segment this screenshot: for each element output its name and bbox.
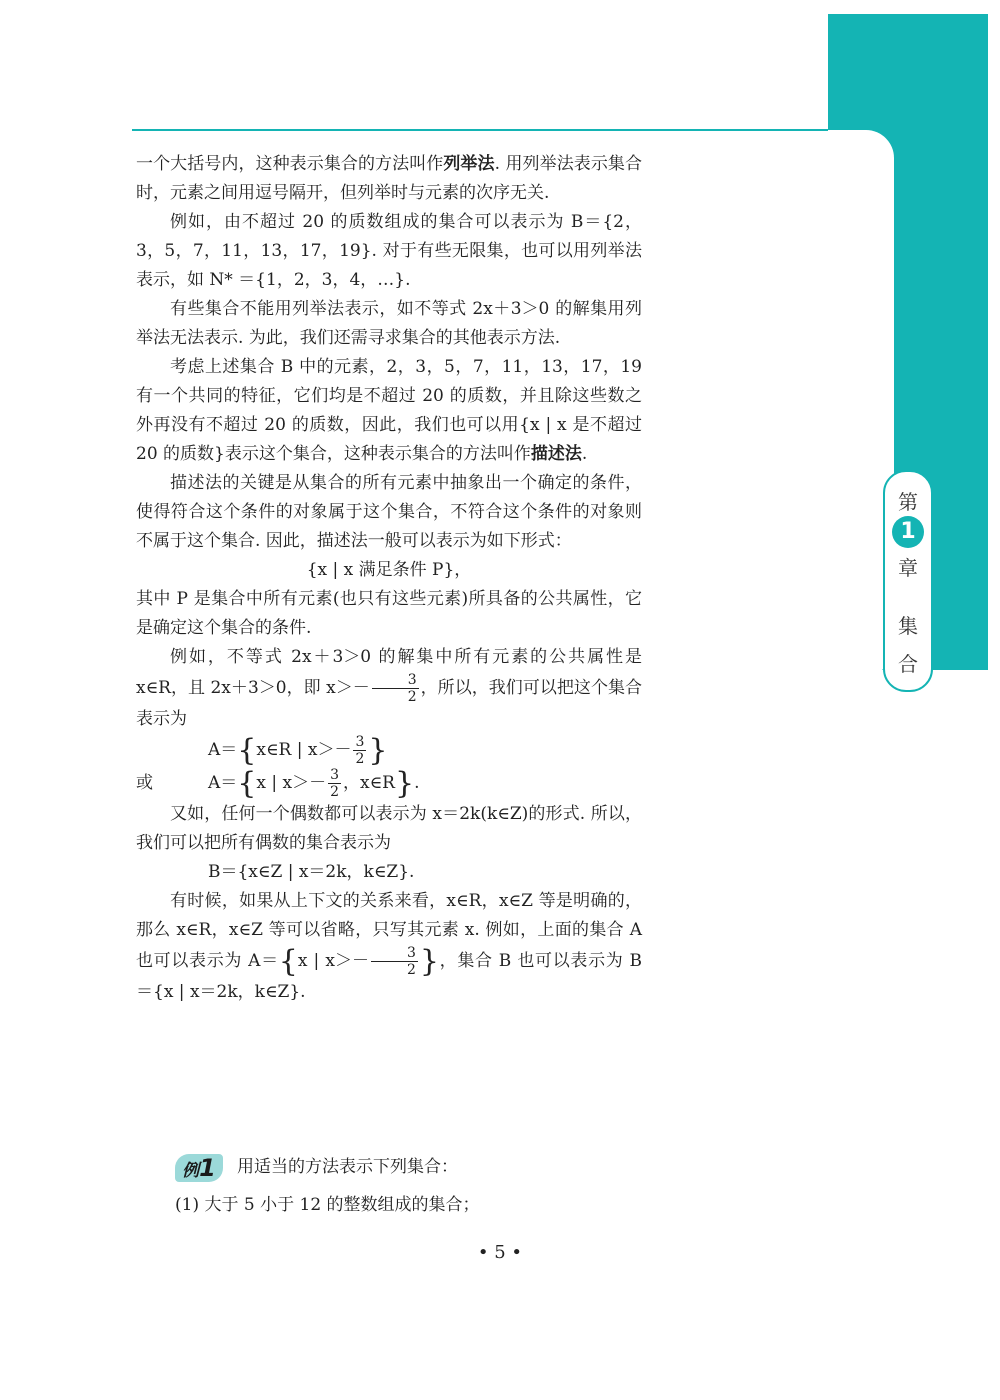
teal-header-block	[828, 14, 988, 130]
formula-a2: 或 A＝{x | x＞－ $\frac{3}{2}$ ，x∈R}.	[136, 766, 420, 801]
main-text	[136, 150, 642, 1007]
chapter-tab-char: 合	[898, 652, 918, 676]
paragraph: 有些集合不能用列举法表示，如不等式 2x＋3＞0 的解集用列举法无法表示. 为此，我们还需寻求集合的其他表示方法.	[136, 299, 642, 348]
example-badge: 例1	[175, 1154, 223, 1182]
paragraph: 例如，不等式 2x＋3＞0 的解集中所有元素的公共属性是 x∈R，且 2x＋3＞0，即 x＞－ $\frac{3}{2}$ ，所以，我们可以把这个集合表示为	[136, 647, 643, 729]
paragraph: 其中 P 是集合中所有元素(也只有这些元素)所具备的公共属性，它是确定这个集合的条件.	[136, 589, 642, 638]
paragraph: 一个大括号内，这种表示集合的方法叫作列举法. 用列举法表示集合时，元素之间用逗号隔开，但列举时与元素的次序无关.	[136, 154, 643, 203]
chapter-tab[interactable]	[883, 470, 933, 692]
term-description: 描述法	[530, 444, 582, 464]
fraction: $\frac{3}{2}$	[372, 672, 419, 705]
paragraph: 例如，由不超过 20 的质数组成的集合可以表示为 B＝{2，3，5，7，11，13，17，19}. 对于有些无限集，也可以用列举法表示，如 N* ＝{1，2，3，4，…}.	[136, 212, 642, 290]
paragraph: 考虑上述集合 B 中的元素，2，3，5，7，11，13，17，19 有一个共同的特征，它们均是不超过 20 的质数，并且除这些数之外再没有不超过 20 的质数，因此，我们也可以用{x | x 是不超过 20 的质数}表示这个集合，这种表示集合的方法叫作描述法.	[136, 357, 642, 464]
formula-general: {x | x 满足条件 P}，	[306, 560, 472, 580]
chapter-tab-char: 章	[898, 556, 918, 580]
example-heading: 例1 用适当的方法表示下列集合：	[175, 1152, 458, 1182]
paragraph: 描述法的关键是从集合的所有元素中抽象出一个确定的条件，使得符合这个条件的对象属于这个集合，不符合这个条件的对象则不属于这个集合. 因此，描述法一般可以表示为如下形式：	[136, 473, 642, 551]
term-enumeration: 列举法	[443, 154, 495, 174]
paragraph: 有时候，如果从上下文的关系来看，x∈R，x∈Z 等是明确的，那么 x∈R，x∈Z 等可以省略，只写其元素 x. 例如，上面的集合 A 也可以表示为 A＝{x | x＞－ $\frac{3}{2}$ }，集合 B 也可以表示为 B＝{x | x＝2k，k∈Z}.	[136, 891, 642, 1002]
formula-b: B＝{x∈Z | x＝2k，k∈Z}.	[208, 862, 415, 882]
page-number: • 5 •	[477, 1242, 523, 1263]
example-item: (1) 大于 5 小于 12 的整数组成的集合；	[175, 1195, 480, 1215]
formula-a1: A＝{x∈R | x＞－ $\frac{3}{2}$ }	[208, 733, 388, 768]
paragraph: 又如，任何一个偶数都可以表示为 x＝2k(k∈Z)的形式. 所以，我们可以把所有偶数的集合表示为	[136, 804, 642, 853]
chapter-number-badge: 1	[892, 516, 924, 548]
teal-header-rule	[132, 129, 832, 131]
chapter-tab-char: 第	[898, 490, 918, 514]
chapter-tab-char: 集	[898, 614, 918, 638]
